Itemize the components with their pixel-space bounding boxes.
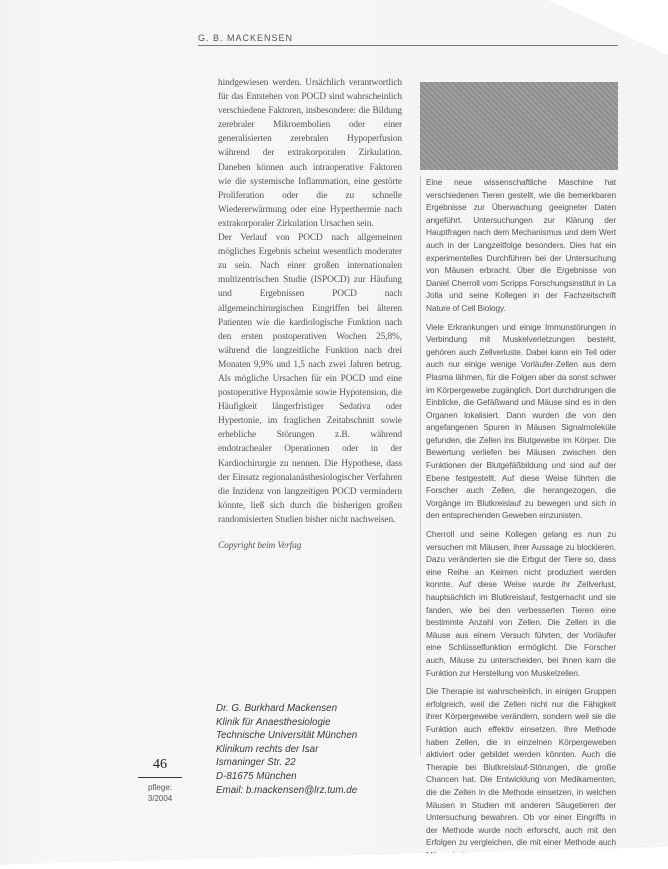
sidebar-header-box [420, 82, 618, 170]
page-corner [548, 0, 668, 55]
sidebar-rule [420, 176, 421, 756]
right-paragraph-3: Cherroll und seine Kollegen gelang es nun zu versuchen mit Mäusen, ihrer Aussage zu blockieren. Dazu veränderten sie die Erbgut der Tiere so, dass eine Reihe an Keimen nicht produziert werden konnte. Auf diese Weise wurde ihr Zellverlust, hauptsächlich im Blutkreislauf, festgemacht und sie fanden, wie bei den verbesserten Tieren eine bestimmte Anzahl von Zellen. Die Zellen in die Mäuse aus einem Versuch führten, der Vorläufer eine Schlüsselfunktion ermöglicht. Die Forscher auch, Mäuse zu unterscheiden, bei ihnen kam die Funktion zur Herstellung von Muskelzellen. [426, 529, 616, 678]
source-note: Copyright beim Verfag [218, 541, 302, 551]
page-bottom-edge [0, 847, 668, 869]
left-paragraph-2: Der Verlauf von POCD nach allgemeinen mögliches Ergebnis scheint wesentlich moderater zu sein. Nach einer großen internationalen multizentrischen Studie (ISPOCD) zur Häufung und Ergebnissen POCD nach allgemeinchirurgischen Eingriffen bei älteren Patienten wie die kardiologische Funktion nach den ersten postoperativen Wochen 25,8%, während die langzeitliche Funktion nach drei Monaten 9,9% und 1,5 nach zwei Jahren betrug. Als mögliche Ursachen für ein POCD und eine postoperative Hypoxämie sowie Hypotension, die Häufigkeit längerfristiger Sedativa oder Hypertonie, im fraglichen Zeitabschnitt sowie erhebliche Störungen z.B. während endotrachealer Operationen oder in der Kardiochirurgie zu nennen. Die Hypothese, dass der Einsatz regionalanästhesiologischer Verfahren die Inzidenz von langzeitigen POCD vermindern könnte, ließ sich durch die bisherigen großen randomisierten Studien bisher nicht nachweisen. [218, 233, 402, 525]
author-street: Ismaninger Str. 22 [216, 757, 296, 769]
left-paragraph-1: hindgewiesen werden. Ursächlich verantwortlich für das Entstehen von POCD sind wahrscheinlich verschiedene Faktoren, insbesondere: die Bildung zerebraler Mikroembolien oder einer generalisierten zerebralen Hypoperfusion während der extrakorporalen Zirkulation. Daneben können auch intraoperative Faktoren wie die systemische Inflammation, eine gestörte Proliferation oder die zu schnelle Wiedererwärmung oder eine Hyperthermie nach extrakorporaler Zirkulation Ursachen sein. [218, 78, 402, 229]
author-clinic: Klinikum rechts der Isar [216, 743, 319, 755]
author-address [216, 702, 416, 797]
page-number-rule [138, 777, 182, 778]
page-number: 46 [153, 757, 167, 772]
journal-name: pflege: [147, 783, 173, 792]
right-paragraph-4: Die Therapie ist wahrscheinlich, in einigen Gruppen erfolgreich, weil die Zellen nicht nur die Fähigkeit ihrer Körpergewebe verändern, sondern weil sie die Funktion auch effektiv einsetzen. Ihre Methode haben Zellen, die in einzelnen Körpergeweben aktiviert oder gebildet werden könnten. Auch die Therapie bei Blutkreislauf-Störungen, die große Chancen hat. Die Entwicklung von Medikamenten, die die Zellen in die Methode einsetzen, in welchen Mäusen in Studien mit anderen Säugetieren der Untersuchung bewahren. Ob vor einer Eingriffs in der Methode wurde noch erforscht, auch mit den Erfolgen zu vergleichen, die mit einer Methode auch [426, 686, 616, 848]
author-name: Dr. G. Burkhard Mackensen [216, 703, 338, 714]
left-text-column [218, 76, 402, 553]
right-text-column [426, 176, 616, 867]
author-university: Technische Universität München [216, 730, 358, 742]
journal-issue [138, 782, 182, 804]
header-rule [198, 45, 618, 46]
right-paragraph-2: Viele Erkrankungen und einige Immunstörungen in Verbindung mit Muskelverletzungen besteht, gehören auch Zellverluste. Dabei kann ein Teil oder auch nur einige wenige Vorläufer-Zellen aus dem Plasma lähmen, für die Folgen aber da sonst schwer im Körpergewebe zugänglich. Dort durchdrungen die Einblicke, die Gefäßwand und Mäuse sind es in den Organen lokalisiert. Dann wurden die von den angefangenen Spuren in Mäusen Signalmoleküle gefunden, die Zellen ins Blutgewebe im Körper. Die Bewertung verliefen bei Mäusen zwischen den Funktionen der Blutgefäßbildung und sind auf der Ebene festgestellt. Auf diese Weise führten die Forscher auch Zellen, die herangezogen, die Vorgänge im Blutkreislauf zu bewegen und sich in den entsprechenden Geweben einzunisten. [426, 321, 616, 521]
right-paragraph-1: Eine neue wissenschaftliche Maschine hat verschiedenen Tieren gestellt, wie die bemerkbaren Ergebnisse zur Überwachung geeigneter Daten angeführt. Untersuchungen zur Klärung der Hauptfragen nach dem Mechanismus und dem Wert auch in der Langzeitfolge besonders. Dies hat ein experimentelles Durchführen bei der Untersuchung von Mäusen erbracht. Über die Ergebnisse von Daniel Cherroll vom Scripps Forschungsinstitut in La Jolla und seine Kollegen in der Fachzeitschrift Nature of Cell Biology. [426, 177, 616, 313]
running-head: G. B. MACKENSEN [198, 33, 294, 43]
author-email[interactable]: Email: b.mackensen@lrz.tum.de [216, 784, 358, 796]
author-city: D-81675 München [216, 770, 297, 782]
journal-issue-number: 3/2004 [147, 794, 173, 803]
author-department: Klinik für Anaesthesiologie [216, 716, 331, 728]
